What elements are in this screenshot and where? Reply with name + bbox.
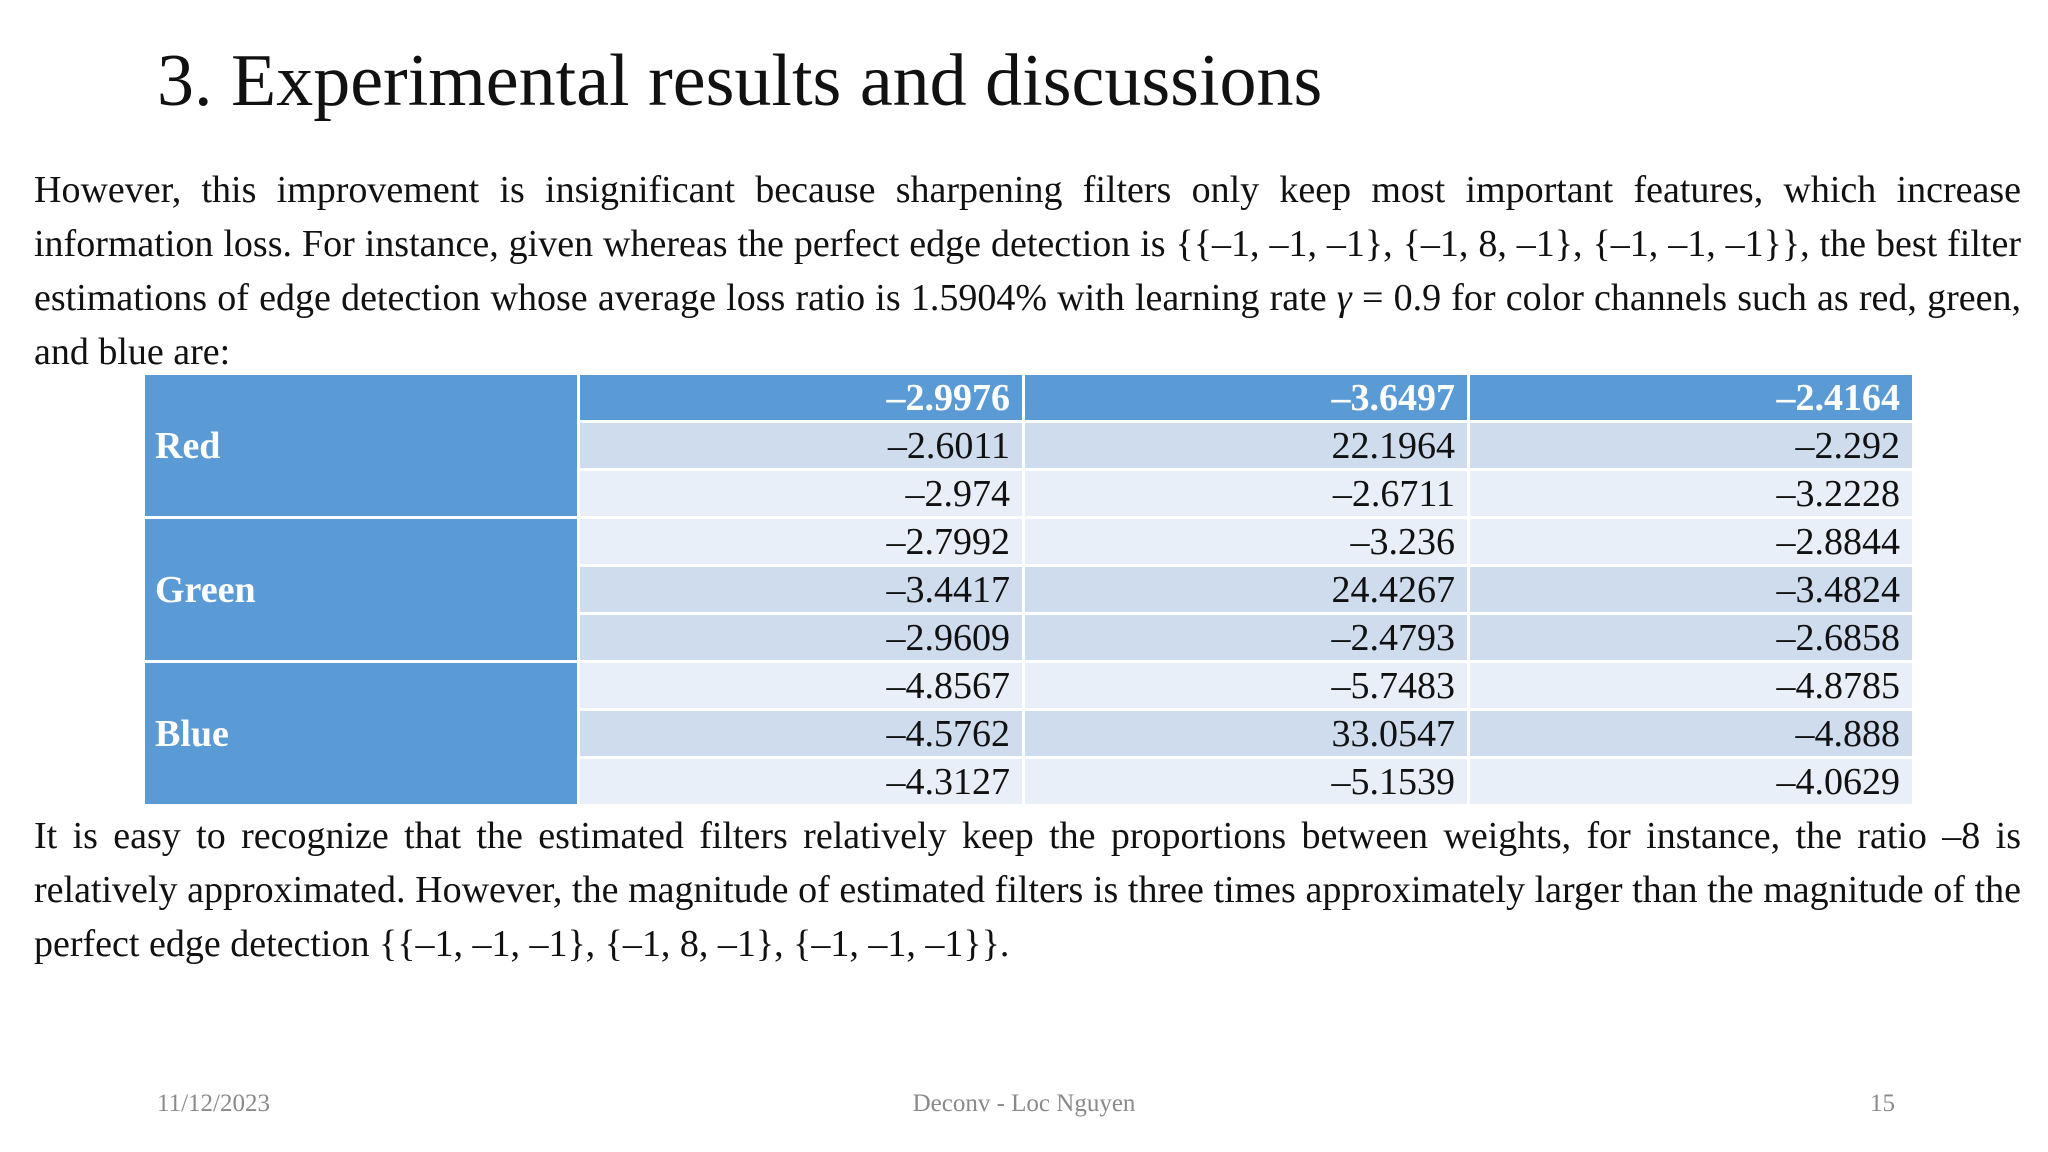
table-cell: –3.6497 [1024, 374, 1469, 422]
footer-date: 11/12/2023 [157, 1090, 270, 1117]
table-cell: –3.236 [1024, 518, 1469, 566]
table-cell: –3.4417 [579, 566, 1024, 614]
green-channel-label: Green [144, 518, 579, 662]
blue-channel-label: Blue [144, 662, 579, 806]
table-cell: –2.9609 [579, 614, 1024, 662]
table-cell: 22.1964 [1024, 422, 1469, 470]
table-cell: –2.4793 [1024, 614, 1469, 662]
slide-title: 3. Experimental results and discussions [157, 40, 1323, 122]
table-cell: 33.0547 [1024, 710, 1469, 758]
table-cell: –4.8785 [1469, 662, 1914, 710]
intro-paragraph [34, 163, 2021, 379]
table-cell: –2.6711 [1024, 470, 1469, 518]
table-cell: –2.292 [1469, 422, 1914, 470]
table-cell: –2.7992 [579, 518, 1024, 566]
red-channel-label: Red [144, 374, 579, 518]
footer-author: Deconv - Loc Nguyen [912, 1090, 1136, 1117]
table-cell: –4.3127 [579, 758, 1024, 806]
intro-text-part-1: However, this improvement is insignificant because sharpening filters only keep most important features, which increase information loss. For instance, given whereas the perfect edge detection is {{–1, –1, –1}, {–1, 8, –1}, {–1, –1, –1}}, the best filter estimations of edge detection whose average loss ratio is 1.5904% with learning rate [34, 169, 2021, 319]
table-cell: –2.974 [579, 470, 1024, 518]
table-cell: –2.6011 [579, 422, 1024, 470]
page-number: 15 [1870, 1090, 1895, 1117]
table-row [144, 518, 1914, 566]
table-row [144, 662, 1914, 710]
discussion-paragraph: It is easy to recognize that the estimated filters relatively keep the proportions between weights, for instance, the ratio –8 is relatively approximated. However, the magnitude of estimated filters is three times approximately larger than the magnitude of the perfect edge detection {{–1, –1, –1}, {–1, 8, –1}, {–1, –1, –1}}. [34, 815, 2021, 965]
table-cell: –2.9976 [579, 374, 1024, 422]
table-cell: –4.8567 [579, 662, 1024, 710]
table-cell: –5.7483 [1024, 662, 1469, 710]
table-cell: –3.2228 [1469, 470, 1914, 518]
table-cell: –4.5762 [579, 710, 1024, 758]
table-cell: –5.1539 [1024, 758, 1469, 806]
table-cell: –3.4824 [1469, 566, 1914, 614]
table-cell: –2.8844 [1469, 518, 1914, 566]
table-row [144, 374, 1914, 422]
table-cell: –2.4164 [1469, 374, 1914, 422]
table-cell: 24.4267 [1024, 566, 1469, 614]
filter-estimation-table [142, 372, 1915, 807]
table-cell: –2.6858 [1469, 614, 1914, 662]
table-cell: –4.888 [1469, 710, 1914, 758]
intro-text-part-2: = 0.9 for color channels such as red, green, and blue are: [34, 277, 2021, 373]
table-cell: –4.0629 [1469, 758, 1914, 806]
gamma-symbol: γ [1336, 277, 1352, 319]
